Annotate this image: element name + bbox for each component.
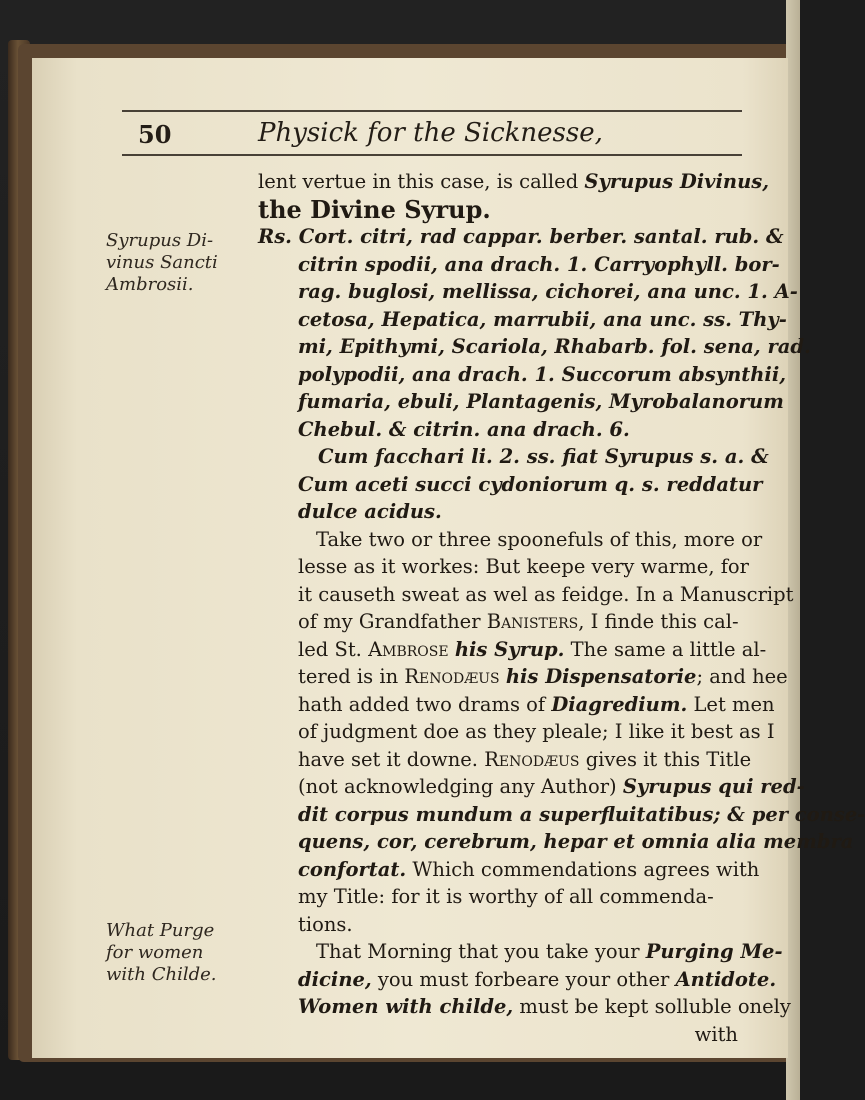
text-line [258,993,791,1021]
text-line [258,608,758,636]
header-rule-bottom [122,154,742,156]
text-line: it causeth sweat as wel as feidge. In a Manuscript [298,582,794,606]
text-line [258,966,777,994]
text-span: Which commendations agrees with [412,857,760,881]
recipe-line: dulce acidus. [298,500,442,523]
text-span: hath added two drams of [298,692,546,716]
text-line [258,746,758,774]
text-span: That Morning that you take your [316,940,640,963]
recipe-line: Rs. Cort. citri, rad cappar. berber. santal. rub. & [258,225,784,248]
text-italic: Syrupus qui red- [622,775,805,798]
text-span: Let men [693,692,775,716]
page-number: 50 [138,120,172,149]
text-line: of judgment doe as they pleale; I like it best as I [298,720,775,743]
sidenote-line: for women [106,942,204,963]
text-italic: his Dispensatorie [505,665,697,688]
text-italic: Syrupus Divinus, [584,170,770,193]
text-line: Take two or three spoonefuls of this, more or [316,527,763,551]
text-line: quens, cor, cerebrum, hepar et omnia alia membra [298,830,854,853]
text-italic: confortat. [298,857,407,881]
text-line [258,663,788,691]
sidenote-line: vinus Sancti [106,252,218,273]
running-head: Physick for the Sicknesse, [258,118,603,148]
text-span: I finde this cal- [590,610,739,633]
text-line: tions. [298,912,353,936]
recipe-line: Cum aceti succi cydoniorum q. s. reddatur [298,472,763,496]
text-italic: Antidote. [675,967,777,991]
book-page [32,58,865,1058]
sidenote-syrupus [106,230,226,296]
text-italic: Diagredium. [551,692,688,716]
text-italic: ; & per conse- [713,802,865,826]
text-span: must be kept solluble onely [519,995,791,1018]
text-line: lesse as it workes: But keepe very warme, for [298,555,749,578]
text-name: Renodæus [484,747,580,771]
text-line [258,691,775,719]
text-line [258,773,805,801]
page-header [138,116,738,156]
recipe-line: Cum facchari li. 2. ss. fiat Syrupus s. a. & [318,445,769,468]
text-line [258,801,865,829]
sidenote-line: Syrupus Di- [106,230,214,251]
sidenote-line: What Purge [106,920,215,941]
text-span: led St. [298,637,362,661]
text-line [258,938,783,966]
body-text [258,168,865,1048]
text-span: tered is in [298,665,399,688]
header-rule-top [122,110,742,112]
sidenote-line: with Childe. [106,964,217,985]
text-span: The same a little al- [570,637,767,661]
text-name: Ambrose [368,637,449,661]
text-line: my Title: for it is worthy of all commenda- [298,885,714,908]
text-italic: Women with childe, [298,995,514,1018]
text-name: Banisters, [486,610,585,633]
text-line [258,636,767,664]
sidenote-purge [106,920,226,986]
text-span: (not acknowledging any Author) [298,775,617,798]
text-line [258,856,758,884]
text-italic: dit corpus mundum a superfluitatibus [298,802,714,826]
text-italic: dicine, [298,967,372,991]
recipe-line: fumaria, ebuli, Plantagenis, Myrobalanorum [298,390,784,413]
sidenote-line: Ambrosii. [106,274,194,295]
text-line [258,168,770,196]
text-span: gives it this Title [585,747,752,771]
text-name: Renodæus [404,665,500,688]
catchword: with [694,1022,738,1046]
recipe-line: mi, Epithymi, Scariola, Rhabarb. fol. sena, rad. [298,335,811,358]
text-span: have set it downe. [298,747,479,771]
blackletter-line: the Divine Syrup. [258,194,491,224]
text-span: ; and hee [696,665,788,688]
text-italic: his Syrup. [454,637,565,661]
text-span: you must forbeare your other [377,967,670,991]
recipe-line: cetosa, Hepatica, marrubii, ana unc. ss. Thy- [298,307,787,331]
text-span: of my Grandfather [298,610,481,633]
adjacent-page-edge [786,0,800,1100]
recipe-line: polypodii, ana drach. 1. Succorum absynthii, [298,362,787,386]
recipe-line: Chebul. & citrin. ana drach. 6. [298,417,630,441]
text-italic: Purging Me- [645,940,783,963]
recipe-line: citrin spodii, ana drach. 1. Carryophyll. bor- [298,252,780,276]
text-span: lent vertue in this case, is called [258,170,579,193]
recipe-line: rag. buglosi, mellissa, cichorei, ana unc. 1. A- [298,280,798,303]
